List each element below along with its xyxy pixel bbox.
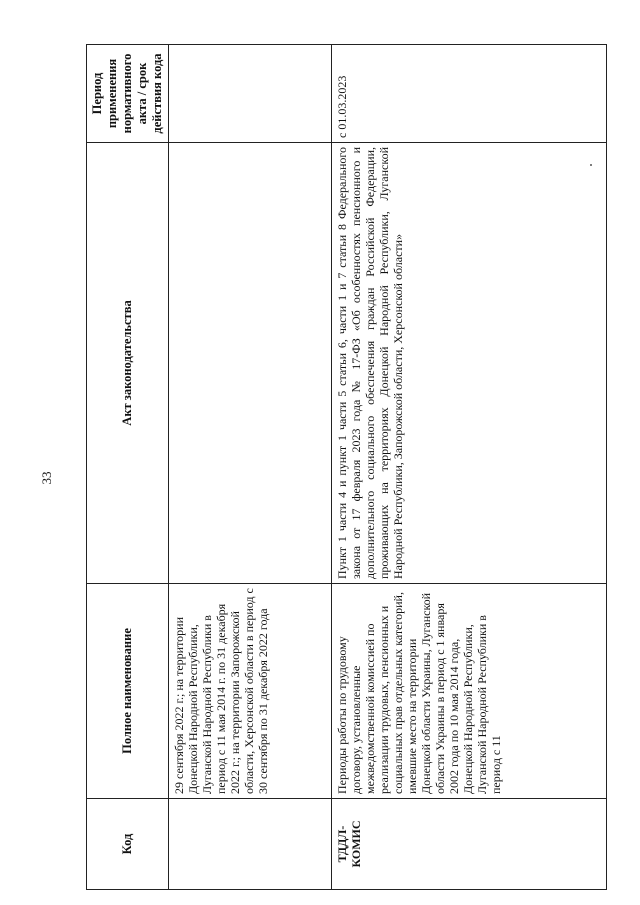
table-row bbox=[332, 45, 607, 890]
header-full-name: Полное наименование bbox=[87, 584, 169, 799]
header-code: Код bbox=[87, 799, 169, 890]
legislation-table bbox=[86, 44, 607, 890]
cell-full-name: Периоды работы по трудовому договору, установленные межведомственной комиссией по реализации трудовых, пенсионных и социальных прав отдельных категорий, имевшие место на территории Донецкой области Украины, Луганской области Украины в период с 1 января 2002 года по 10 мая 2014 года, Донецкой Народной Республики, Луганской Народной Республики в период с 11 bbox=[332, 584, 607, 799]
cell-act: Пункт 1 части 4 и пункт 1 части 5 статьи 6, части 1 и 7 статьи 8 Федерального закона от 17 февраля 2023 года № 17-ФЗ «Об особенностях пенсионного и дополнительного социального обеспечения граждан Российской Федерации, проживающих на территориях Донецкой Народной Республики, Луганской Народной Республики, Запорожской области, Херсонской области» bbox=[332, 143, 607, 584]
table-row bbox=[169, 45, 332, 890]
rotated-table-wrapper bbox=[86, 45, 594, 890]
cell-full-name: 29 сентября 2022 г.; на территории Донецкой Народной Республики, Луганской Народной Республики в период с 11 мая 2014 г. по 31 декабря 2022 г.; на территории Запорожской области, Херсонской области в период с 30 сентября по 31 декабря 2022 года bbox=[169, 584, 332, 799]
table-header-row bbox=[87, 45, 169, 890]
cell-code: ТДДЛ-КОМИС bbox=[332, 799, 607, 890]
cell-code bbox=[169, 799, 332, 890]
cell-act bbox=[169, 143, 332, 584]
cell-period bbox=[169, 45, 332, 143]
header-period: Период применения нормативного акта / срок действия кода bbox=[87, 45, 169, 143]
header-act: Акт законодательства bbox=[87, 143, 169, 584]
page-number: 33 bbox=[39, 471, 54, 485]
cell-period: с 01.03.2023 bbox=[332, 45, 607, 143]
